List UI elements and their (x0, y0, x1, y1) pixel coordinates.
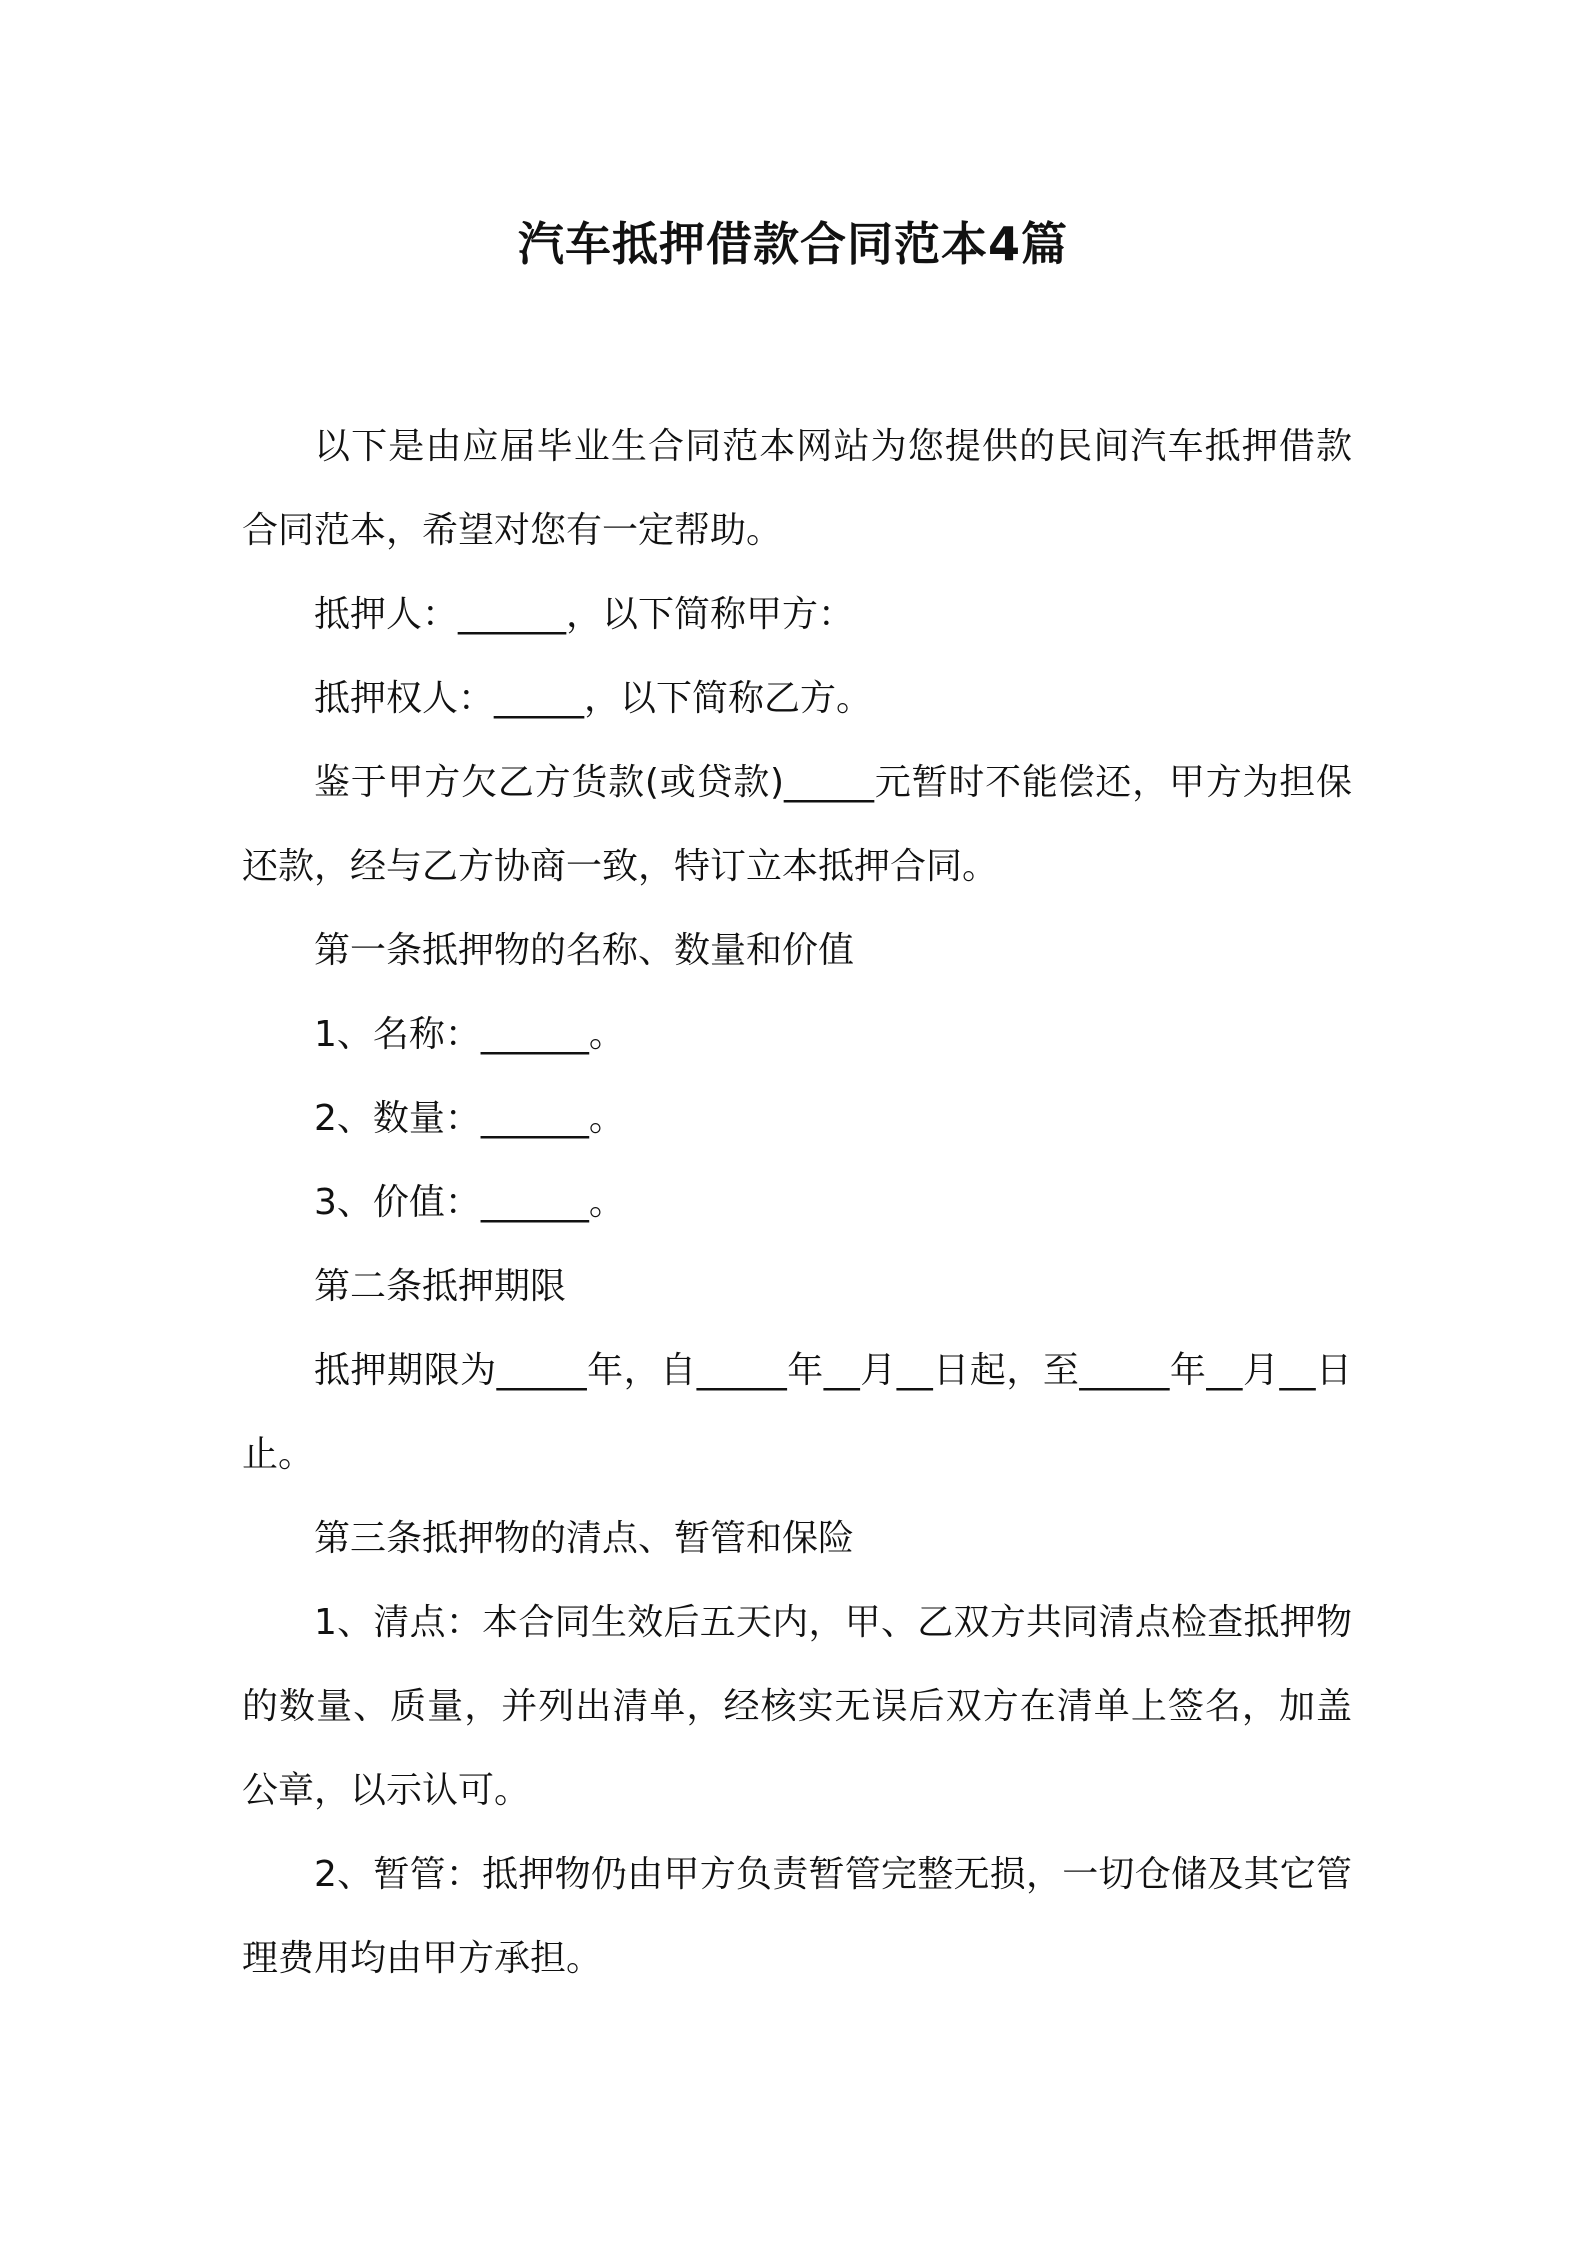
article-1-item-quantity: 2、数量：______。 (314, 1098, 625, 1139)
document-title: 汽车抵押借款合同范本4篇 (517, 217, 1068, 271)
article-3-heading: 第三条抵押物的清点、暂管和保险 (314, 1518, 855, 1559)
article-2-term-paragraph: 抵押期限为_____年，自_____年__月__日起，至_____年__月__日止。 (242, 1350, 1352, 1475)
article-1-item-value: 3、价值：______。 (314, 1182, 625, 1223)
article-3-custody-paragraph: 2、暂管：抵押物仍由甲方负责暂管完整无损，一切仓储及其它管理费用均由甲方承担。 (242, 1854, 1352, 1979)
article-3-inventory-paragraph: 1、清点：本合同生效后五天内，甲、乙双方共同清点检查抵押物的数量、质量，并列出清单，经核实无误后双方在清单上签名，加盖公章，以示认可。 (242, 1602, 1352, 1811)
article-1-heading: 第一条抵押物的名称、数量和价值 (314, 930, 855, 971)
mortgagor-line: 抵押人：______，以下简称甲方： (314, 594, 855, 635)
preamble-paragraph: 鉴于甲方欠乙方货款(或贷款)_____元暂时不能偿还，甲方为担保还款，经与乙方协商一致，特订立本抵押合同。 (242, 762, 1352, 887)
mortgagee-line: 抵押权人：_____，以下简称乙方。 (314, 678, 873, 719)
article-2-heading: 第二条抵押期限 (314, 1266, 567, 1307)
intro-paragraph: 以下是由应届毕业生合同范本网站为您提供的民间汽车抵押借款合同范本，希望对您有一定帮助。 (242, 426, 1352, 551)
article-1-item-name: 1、名称：______。 (314, 1014, 625, 1055)
document-body (242, 405, 1352, 2001)
